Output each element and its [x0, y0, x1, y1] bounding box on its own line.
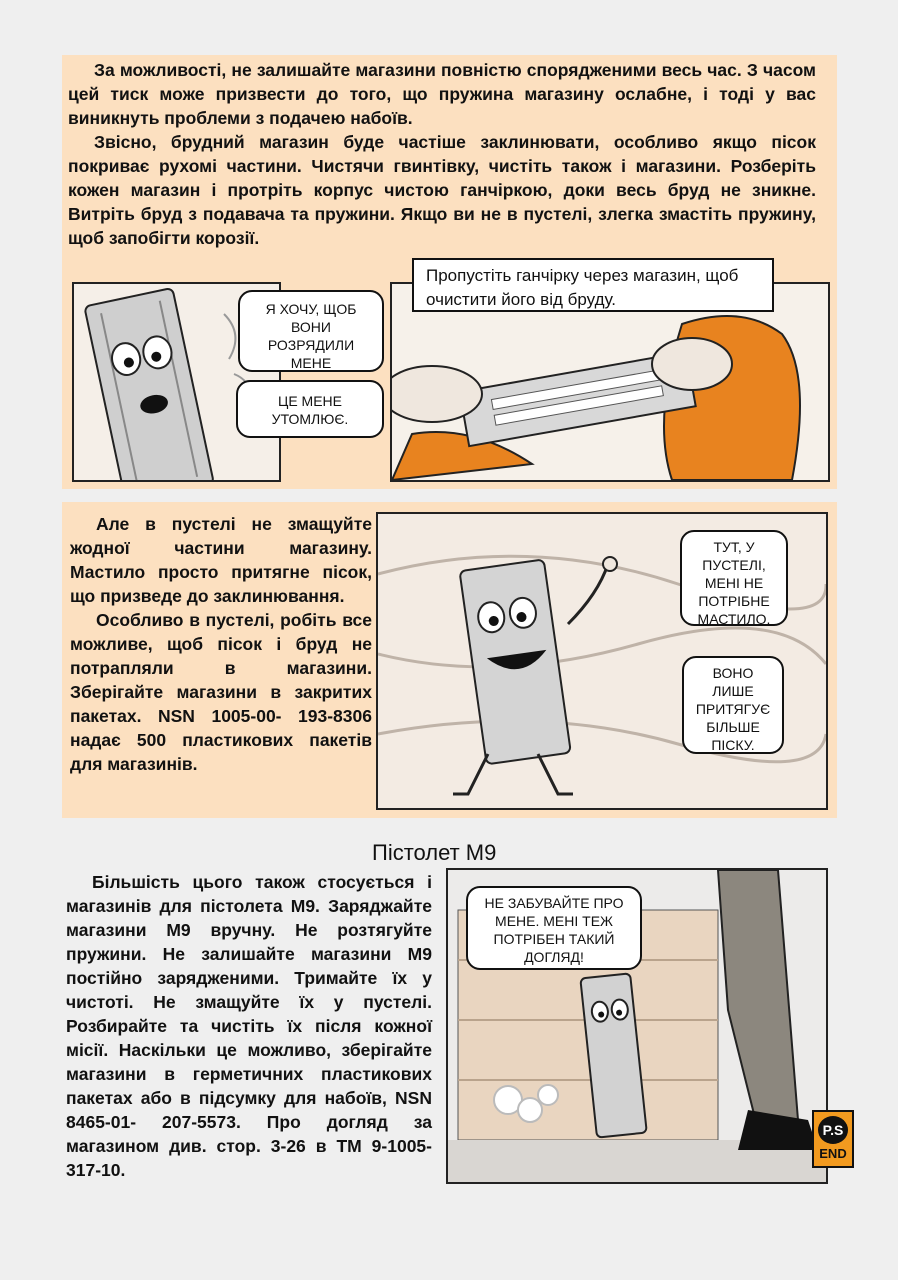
caption-rag: Пропустіть ганчірку через магазин, щоб очистити його від бруду. [412, 258, 774, 312]
end-label: END [819, 1146, 847, 1161]
bubble-tires-me: ЦЕ МЕНЕ УТОМЛЮЄ. [236, 380, 384, 438]
bubble-attracts-sand: ВОНО ЛИШЕ ПРИТЯГУЄ БІЛЬШЕ ПІСКУ. [682, 656, 784, 754]
section2-text [70, 512, 372, 776]
bubble-want-unload: Я ХОЧУ, ЩОБ ВОНИ РОЗРЯДИЛИ МЕНЕ [238, 290, 384, 372]
section1-paragraph-1: За можливості, не залишайте магазини повністю спорядженими весь час. З часом цей тиск може призвести до того, що пружина магазину ослабне, і тоді у вас виникнуть проблеми з подачею набоїв. [68, 60, 816, 128]
comic-panel-rag-cleaning [390, 282, 830, 482]
bubble-no-oil: ТУТ, У ПУСТЕЛІ, МЕНІ НЕ ПОТРІБНЕ МАСТИЛО. [680, 530, 788, 626]
section-title-m9: Пістолет М9 [372, 840, 497, 865]
rag-cleaning-illustration [392, 284, 828, 480]
ps-end-badge [812, 1110, 854, 1168]
section1-paragraph-2: Звісно, брудний магазин буде частіше заклинювати, особливо якщо пісок покриває рухомі частини. Чистячи гвинтівку, чистіть також і магазини. Розберіть кожен магазин і протріть корпус чистою ганчіркою, доки весь бруд не зникне. Витріть бруд з подавача та пружини. Якщо ви не в пустелі, злегка змастіть пружину, щоб запобігти корозії. [68, 132, 816, 248]
section1-text [68, 58, 816, 250]
ps-logo: P.S [818, 1116, 848, 1144]
section3-paragraph: Більшість цього також стосується і магазинів для пістолета М9. Заряджайте магазини М9 вручну. Не розтягуйте пружини. Не залишайте магазини М9 постійно зарядженими. Тримайте їх у чистоті. Не змащуйте їх у пустелі. Розбирайте та чистіть їх після кожної місії. Наскільки це можливо, зберігайте магазини в герметичних пластикових пакетах або в підсумку для набоїв, NSN 8465-01- 207-5573. Про догляд за магазином див. стор. 3-26 в ТМ 9-1005-317-10. [66, 872, 432, 1180]
section3-text [66, 870, 432, 1182]
bubble-dont-forget-me: НЕ ЗАБУВАЙТЕ ПРО МЕНЕ. МЕНІ ТЕЖ ПОТРІБЕН ТАКИЙ ДОГЛЯД! [466, 886, 642, 970]
section2-paragraph-1: Але в пустелі не змащуйте жодної частини магазину. Мастило просто притягне пісок, що призведе до заклинювання. [70, 514, 372, 606]
section2-paragraph-2: Особливо в пустелі, робіть все можливе, щоб пісок і бруд не потрапляли в магазини. Зберігайте магазини в закритих пакетах. NSN 1005-00- 193-8306 надає 500 пластикових пакетів для магазинів. [70, 610, 372, 774]
